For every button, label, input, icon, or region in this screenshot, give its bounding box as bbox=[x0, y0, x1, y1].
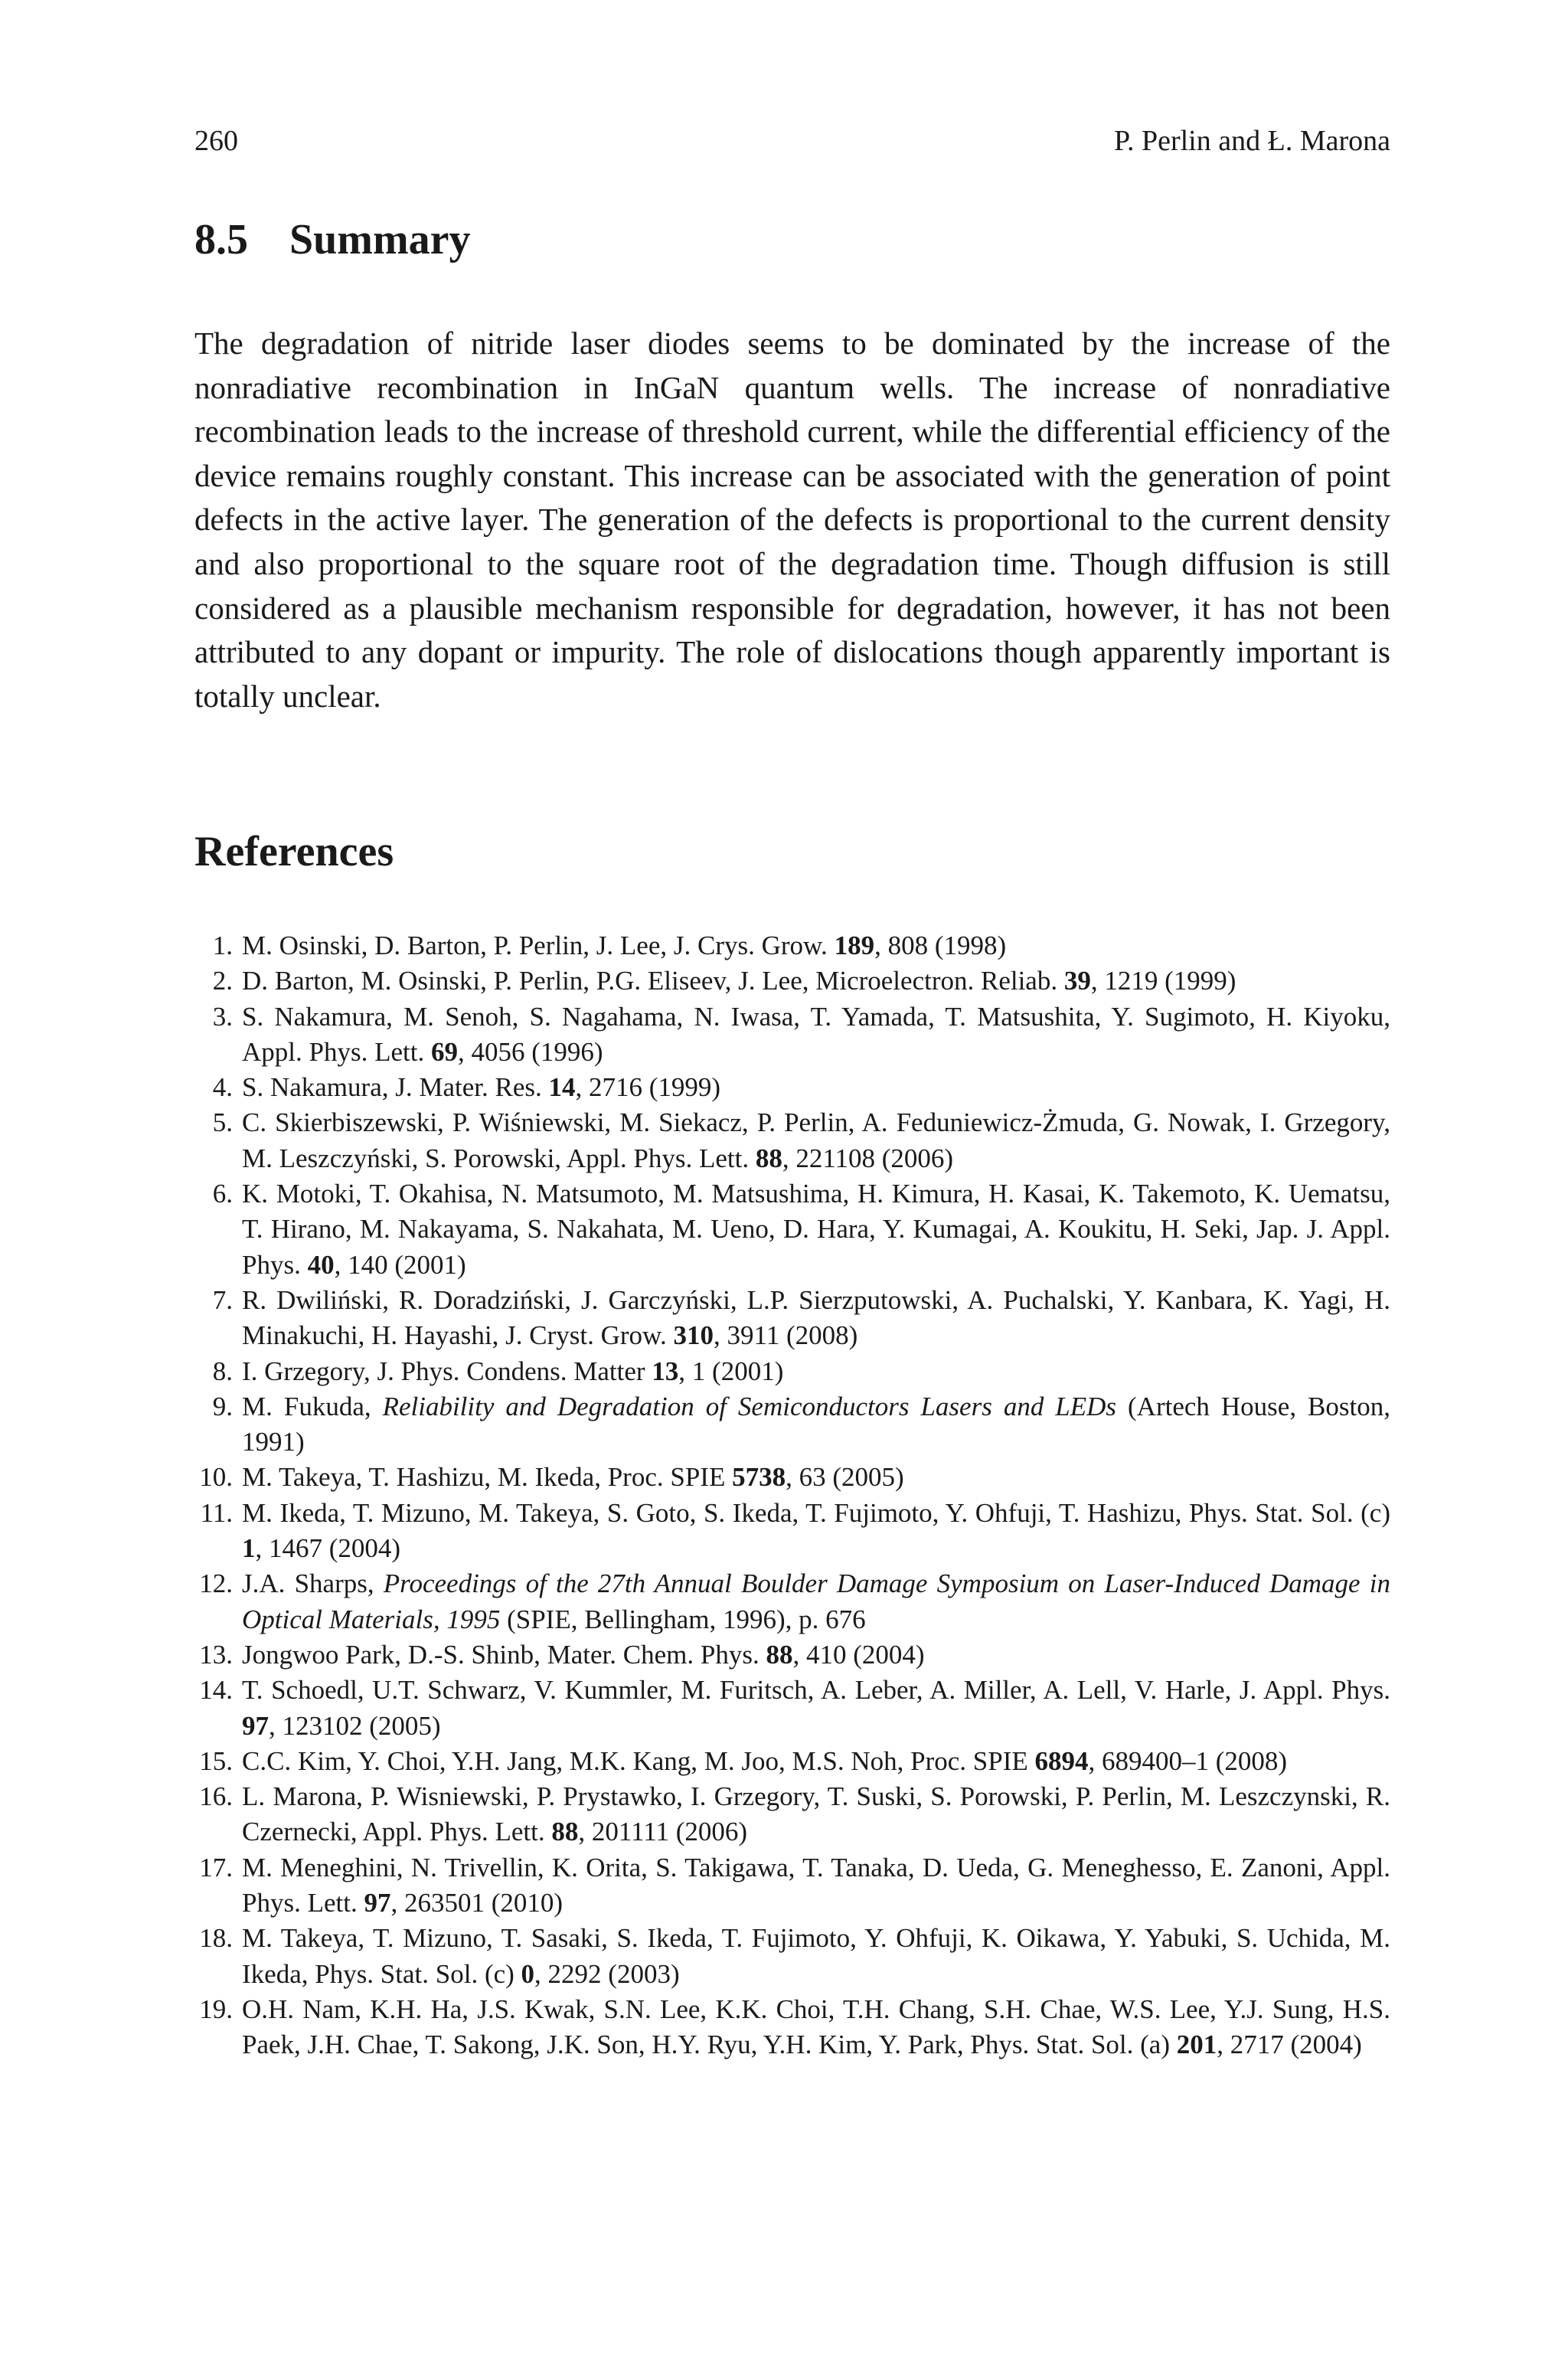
reference-pages-year: , 4056 (1996) bbox=[457, 1036, 603, 1067]
reference-volume: 189 bbox=[834, 931, 875, 960]
reference-text bbox=[242, 1498, 1390, 1563]
reference-pages-year: , 410 (2004) bbox=[792, 1639, 925, 1670]
reference-authors-journal: I. Grzegory, J. Phys. Condens. Matter bbox=[242, 1356, 652, 1386]
reference-text bbox=[242, 1392, 1390, 1457]
running-head bbox=[194, 123, 1390, 159]
reference-item bbox=[194, 1744, 1390, 1779]
reference-pages-year: , 1219 (1999) bbox=[1090, 966, 1236, 996]
reference-text bbox=[242, 1568, 1390, 1634]
reference-item bbox=[194, 1460, 1390, 1495]
reference-pages-year: , 2716 (1999) bbox=[575, 1072, 721, 1103]
reference-volume: 88 bbox=[766, 1639, 793, 1670]
reference-title-italic: Proceedings of the 27th Annual Boulder Damage Symposium on Laser-Induced Damage in Optical Materials, 1995 bbox=[242, 1568, 1390, 1634]
reference-text bbox=[242, 1781, 1390, 1846]
reference-volume: 88 bbox=[755, 1143, 782, 1173]
reference-item bbox=[194, 963, 1390, 999]
reference-authors-journal: L. Marona, P. Wisniewski, P. Prystawko, I. Grzegory, T. Suski, S. Porowski, P. Perlin, M. Leszczynski, R. Czernecki, Appl. Phys. Lett. bbox=[242, 1781, 1390, 1847]
reference-number: 7. bbox=[212, 1284, 233, 1315]
reference-item bbox=[194, 928, 1390, 963]
reference-number: 16. bbox=[199, 1781, 233, 1812]
reference-number: 11. bbox=[200, 1497, 233, 1528]
reference-volume: 0 bbox=[521, 1958, 535, 1989]
reference-pages-year: , 63 (2005) bbox=[786, 1462, 904, 1493]
reference-text bbox=[242, 1994, 1390, 2059]
running-head-authors: P. Perlin and Ł. Marona bbox=[1114, 125, 1390, 157]
section-number: 8.5 bbox=[194, 216, 248, 263]
reference-text bbox=[242, 1640, 925, 1670]
reference-authors-journal: M. Meneghini, N. Trivellin, K. Orita, S. Takigawa, T. Tanaka, D. Ueda, G. Meneghesso, E. Zanoni, Appl. Phys. Lett. bbox=[242, 1852, 1390, 1918]
reference-text bbox=[242, 1179, 1390, 1280]
reference-volume: 201 bbox=[1176, 2030, 1217, 2060]
reference-pages-year: , 2292 (2003) bbox=[534, 1958, 680, 1989]
reference-pages-year: (Artech House, Boston, 1991) bbox=[242, 1391, 1390, 1457]
reference-volume: 97 bbox=[364, 1888, 391, 1918]
reference-item bbox=[194, 1105, 1390, 1176]
reference-authors-journal: M. Takeya, T. Hashizu, M. Ikeda, Proc. SPIE bbox=[242, 1462, 733, 1493]
reference-authors-journal: D. Barton, M. Osinski, P. Perlin, P.G. Eliseev, J. Lee, Microelectron. Reliab. bbox=[242, 966, 1064, 996]
reference-number: 2. bbox=[212, 966, 233, 996]
reference-number: 9. bbox=[212, 1391, 233, 1421]
reference-authors-journal: R. Dwiliński, R. Doradziński, J. Garczyński, L.P. Sierzputowski, A. Puchalski, Y. Kanbara, K. Yagi, H. Minakuchi, H. Hayashi, J. Cryst. Grow. bbox=[242, 1284, 1390, 1351]
reference-number: 13. bbox=[199, 1639, 233, 1670]
reference-pages-year: , 808 (1998) bbox=[874, 931, 1007, 960]
references-heading: References bbox=[194, 828, 394, 875]
reference-number: 5. bbox=[212, 1107, 233, 1138]
reference-item bbox=[194, 1673, 1390, 1744]
reference-text bbox=[242, 931, 1006, 960]
reference-item bbox=[194, 1070, 1390, 1105]
reference-volume: 1 bbox=[242, 1533, 256, 1564]
reference-volume: 97 bbox=[242, 1710, 269, 1741]
reference-pages-year: , 263501 (2010) bbox=[390, 1888, 564, 1918]
reference-pages-year: , 1 (2001) bbox=[678, 1356, 784, 1386]
reference-number: 10. bbox=[199, 1462, 233, 1493]
reference-item bbox=[194, 1176, 1390, 1283]
reference-number: 8. bbox=[212, 1356, 233, 1386]
reference-authors-journal: T. Schoedl, U.T. Schwarz, V. Kummler, M. Furitsch, A. Leber, A. Miller, A. Lell, V. Harle, J. Appl. Phys. bbox=[242, 1675, 1390, 1706]
reference-pages-year: , 3911 (2008) bbox=[714, 1320, 858, 1351]
reference-authors-journal: O.H. Nam, K.H. Ha, J.S. Kwak, S.N. Lee, K.K. Choi, T.H. Chang, S.H. Chae, W.S. Lee, Y.J. Sung, H.S. Paek, J.H. Chae, T. Sakong, J.K. Son, H.Y. Ryu, Y.H. Kim, Y. Park, Phys. Stat. Sol. (a) bbox=[242, 1994, 1390, 2060]
reference-number: 19. bbox=[199, 1994, 233, 2024]
reference-text bbox=[242, 1853, 1390, 1918]
reference-text bbox=[242, 1107, 1390, 1173]
reference-item bbox=[194, 1283, 1390, 1354]
section-heading bbox=[194, 213, 470, 267]
reference-item bbox=[194, 1779, 1390, 1850]
reference-item bbox=[194, 1354, 1390, 1389]
reference-authors-journal: S. Nakamura, J. Mater. Res. bbox=[242, 1072, 549, 1103]
page-number: 260 bbox=[194, 125, 238, 157]
reference-text bbox=[242, 1356, 783, 1386]
reference-pages-year: , 221108 (2006) bbox=[782, 1143, 954, 1173]
section-title: Summary bbox=[289, 216, 471, 263]
reference-number: 1. bbox=[212, 931, 233, 960]
reference-number: 15. bbox=[199, 1745, 233, 1776]
reference-number: 12. bbox=[199, 1568, 233, 1599]
reference-number: 18. bbox=[199, 1923, 233, 1954]
reference-volume: 69 bbox=[430, 1036, 458, 1067]
reference-title-italic: Reliability and Degradation of Semiconductors Lasers and LEDs bbox=[382, 1391, 1117, 1421]
reference-text bbox=[242, 1462, 904, 1492]
reference-item bbox=[194, 1389, 1390, 1460]
reference-volume: 310 bbox=[673, 1320, 714, 1351]
reference-authors-journal: K. Motoki, T. Okahisa, N. Matsumoto, M. Matsushima, H. Kimura, H. Kasai, K. Takemoto, K. Uematsu, T. Hirano, M. Nakayama, S. Nakahata, M. Ueno, D. Hara, Y. Kumagai, A. Koukitu, H. Seki, Jap. J. Appl. Phys. bbox=[242, 1179, 1390, 1280]
reference-text bbox=[242, 1675, 1390, 1740]
reference-volume: 6894 bbox=[1034, 1745, 1089, 1776]
reference-list bbox=[194, 928, 1390, 2063]
reference-volume: 14 bbox=[548, 1072, 576, 1103]
reference-item bbox=[194, 1850, 1390, 1922]
reference-item bbox=[194, 999, 1390, 1071]
reference-item bbox=[194, 1566, 1390, 1637]
reference-authors-journal: M. Takeya, T. Mizuno, T. Sasaki, S. Ikeda, T. Fujimoto, Y. Ohfuji, K. Oikawa, Y. Yabuki, S. Uchida, M. Ikeda, Phys. Stat. Sol. (c) bbox=[242, 1923, 1390, 1989]
reference-authors-journal: Jongwoo Park, D.-S. Shinb, Mater. Chem. Phys. bbox=[242, 1639, 766, 1670]
reference-authors-journal: C. Skierbiszewski, P. Wiśniewski, M. Siekacz, P. Perlin, A. Feduniewicz-Żmuda, G. Nowak, I. Grzegory, M. Leszczyński, S. Porowski, Appl. Phys. Lett. bbox=[242, 1107, 1390, 1173]
summary-paragraph: The degradation of nitride laser diodes seems to be dominated by the increase of the nonradiative recombination in InGaN quantum wells. The increase of nonradiative recombination leads to the increase of threshold current, while the differential efficiency of the device remains roughly constant. This increase can be associated with the generation of point defects in the active layer. The generation of the defects is proportional to the current density and also proportional to the square root of the degradation time. Though diffusion is still considered as a plausible mechanism responsible for degradation, however, it has not been attributed to any dopant or impurity. The role of dislocations though apparently important is totally unclear. bbox=[194, 325, 1390, 714]
reference-number: 3. bbox=[212, 1001, 233, 1032]
reference-pages-year: , 201111 (2006) bbox=[578, 1817, 748, 1847]
reference-volume: 88 bbox=[551, 1817, 579, 1847]
reference-volume: 40 bbox=[307, 1249, 335, 1280]
reference-authors-journal: C.C. Kim, Y. Choi, Y.H. Jang, M.K. Kang, M. Joo, M.S. Noh, Proc. SPIE bbox=[242, 1745, 1035, 1776]
reference-item bbox=[194, 1496, 1390, 1567]
reference-authors-journal: M. Ikeda, T. Mizuno, M. Takeya, S. Goto, S. Ikeda, T. Fujimoto, Y. Ohfuji, T. Hashizu, Phys. Stat. Sol. (c) bbox=[242, 1497, 1390, 1528]
reference-text bbox=[242, 1002, 1390, 1067]
reference-text bbox=[242, 1923, 1390, 1988]
reference-text bbox=[242, 1285, 1390, 1350]
reference-volume: 39 bbox=[1063, 966, 1091, 996]
reference-text bbox=[242, 1746, 1287, 1776]
reference-number: 17. bbox=[199, 1852, 233, 1882]
reference-text bbox=[242, 1072, 720, 1102]
reference-text bbox=[242, 966, 1236, 996]
reference-number: 6. bbox=[212, 1179, 233, 1209]
reference-pages-year: , 1467 (2004) bbox=[255, 1533, 401, 1564]
reference-pages-year: , 123102 (2005) bbox=[269, 1710, 441, 1741]
reference-volume: 13 bbox=[652, 1356, 679, 1386]
reference-volume: 5738 bbox=[732, 1462, 786, 1493]
reference-pages-year: , 2717 (2004) bbox=[1217, 2030, 1362, 2060]
reference-pages-year: , 689400–1 (2008) bbox=[1088, 1745, 1288, 1776]
reference-pages-year: (SPIE, Bellingham, 1996), p. 676 bbox=[500, 1604, 866, 1634]
reference-item bbox=[194, 1921, 1390, 1992]
reference-number: 14. bbox=[199, 1675, 233, 1706]
reference-authors-journal: S. Nakamura, M. Senoh, S. Nagahama, N. Iwasa, T. Yamada, T. Matsushita, Y. Sugimoto, H. Kiyoku, Appl. Phys. Lett. bbox=[242, 1001, 1390, 1067]
reference-authors-journal: J.A. Sharps, bbox=[242, 1568, 384, 1599]
reference-number: 4. bbox=[212, 1072, 233, 1103]
reference-item bbox=[194, 1992, 1390, 2063]
reference-item bbox=[194, 1637, 1390, 1673]
reference-authors-journal: M. Osinski, D. Barton, P. Perlin, J. Lee, J. Crys. Grow. bbox=[242, 931, 835, 960]
reference-authors-journal: M. Fukuda, bbox=[242, 1391, 383, 1421]
reference-pages-year: , 140 (2001) bbox=[334, 1249, 466, 1280]
